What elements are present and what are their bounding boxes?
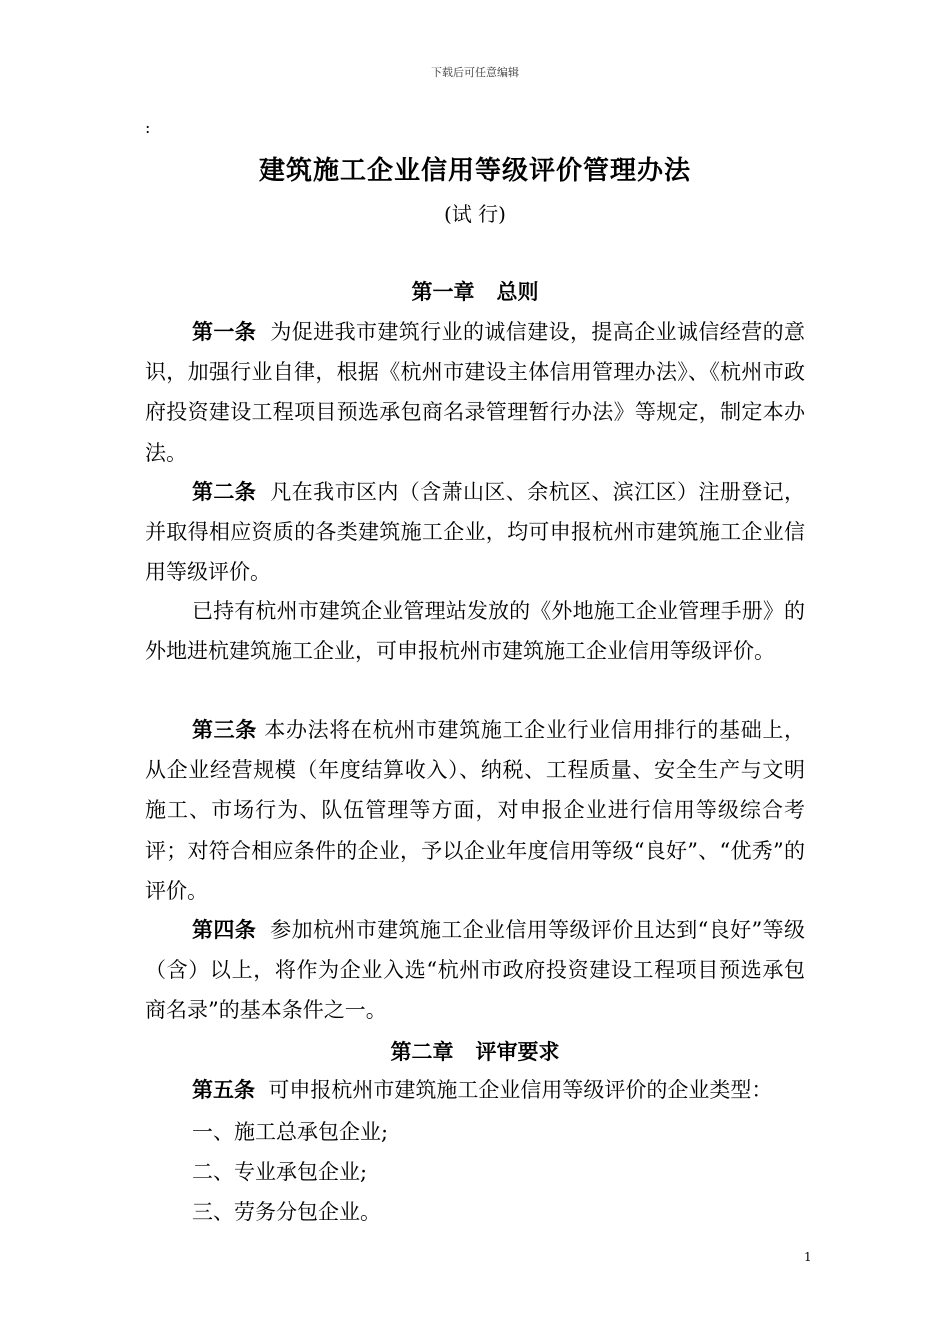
article-1 bbox=[145, 312, 805, 473]
article-2-paragraph-2-text: 已持有杭州市建筑企业管理站发放的《外地施工企业管理手册》的外地进杭建筑施工企业，可申报杭州市建筑施工企业信用等级评价。 bbox=[145, 599, 805, 664]
page-number: 1 bbox=[804, 1250, 812, 1264]
chapter-2-heading bbox=[0, 1036, 950, 1066]
list-item: 一、施工总承包企业; bbox=[192, 1120, 389, 1144]
article-1-text: 为促进我市建筑行业的诚信建设，提高企业诚信经营的意识，加强行业自律，根据《杭州市建设主体信用管理办法》、《杭州市政府投资建设工程项目预选承包商名录管理暂行办法》等规定，制定本办法。 bbox=[145, 320, 806, 465]
article-4-label: 第四条 bbox=[192, 917, 257, 942]
article-3-text: 本办法将在杭州市建筑施工企业行业信用排行的基础上，从企业经营规模（年度结算收入）、纳税、工程质量、安全生产与文明施工、市场行为、队伍管理等方面，对申报企业进行信用等级综合考评；对符合相应条件的企业，予以企业年度信用等级“良好”、“优秀”的评价。 bbox=[145, 718, 806, 903]
chapter-1-label: 第一章 bbox=[411, 279, 475, 304]
chapter-2-name: 评审要求 bbox=[475, 1039, 560, 1064]
document-subtitle: (试 行) bbox=[444, 202, 506, 226]
article-5 bbox=[145, 1070, 805, 1110]
article-1-label: 第一条 bbox=[192, 319, 257, 344]
article-2-label: 第二条 bbox=[192, 479, 257, 504]
article-2-paragraph-2 bbox=[145, 591, 805, 671]
chapter-2-label: 第二章 bbox=[390, 1039, 454, 1064]
article-2 bbox=[145, 472, 805, 593]
article-4-text: 参加杭州市建筑施工企业信用等级评价且达到“良好”等级（含）以上，将作为企业入选“杭州市政府投资建设工程项目预选承包商名录”的基本条件之一。 bbox=[145, 918, 806, 1023]
article-4 bbox=[145, 910, 805, 1031]
article-5-label: 第五条 bbox=[192, 1077, 255, 1102]
list-item: 三、劳务分包企业。 bbox=[192, 1200, 381, 1224]
stray-colon: : bbox=[145, 118, 151, 137]
chapter-1-heading bbox=[0, 276, 950, 306]
article-3 bbox=[145, 710, 805, 911]
article-5-text: 可申报杭州市建筑施工企业信用等级评价的企业类型： bbox=[268, 1078, 773, 1102]
header-note: 下载后可任意编辑 bbox=[431, 66, 519, 79]
list-item: 二、专业承包企业; bbox=[192, 1160, 368, 1184]
article-2-text: 凡在我市区内（含萧山区、余杭区、滨江区）注册登记，并取得相应资质的各类建筑施工企业，均可申报杭州市建筑施工企业信用等级评价。 bbox=[145, 480, 806, 585]
document-title: 建筑施工企业信用等级评价管理办法 bbox=[258, 156, 691, 186]
chapter-1-name: 总则 bbox=[496, 279, 539, 304]
article-3-label: 第三条 bbox=[192, 717, 257, 742]
